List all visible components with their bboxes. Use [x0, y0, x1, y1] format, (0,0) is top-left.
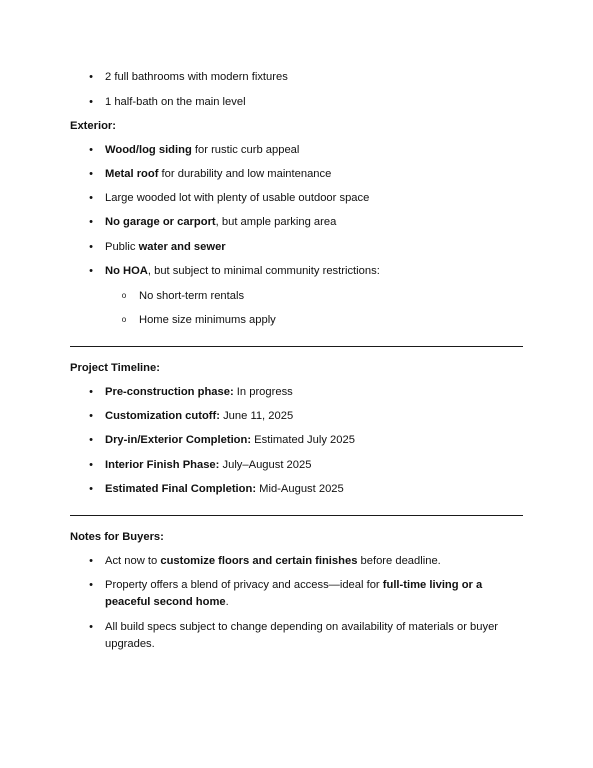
bullet-icon: •	[89, 483, 93, 495]
section-heading-text: Project Timeline:	[70, 362, 160, 374]
body-text: , but ample parking area	[215, 216, 337, 228]
body-text: before deadline.	[357, 555, 441, 567]
body-text: , but subject to minimal community restrictions:	[147, 265, 380, 277]
emphasis-text: Estimated Final Completion:	[105, 483, 257, 495]
bullet-icon: •	[89, 216, 93, 228]
section-divider	[70, 515, 523, 516]
emphasis-text: Customization cutoff:	[105, 410, 220, 422]
body-text: Public	[105, 241, 139, 253]
list-item-text	[105, 433, 355, 447]
list-item-text	[105, 577, 515, 611]
body-text: Mid-August 2025	[256, 483, 344, 495]
list-item-text	[105, 240, 226, 254]
bullet-icon: •	[89, 265, 93, 277]
body-text: July–August 2025	[219, 459, 312, 471]
list-item-text	[105, 458, 311, 472]
section-heading-text: Notes for Buyers:	[70, 531, 164, 543]
body-text: for durability and low maintenance	[158, 168, 332, 180]
emphasis-text: water and sewer	[138, 241, 226, 253]
list-item-text	[105, 167, 331, 181]
list-item-text: Large wooded lot with plenty of usable outdoor space	[105, 192, 370, 204]
body-text: Act now to	[105, 555, 161, 567]
body-text: for rustic curb appeal	[191, 144, 300, 156]
body-text: Property offers a blend of privacy and access—ideal for	[105, 579, 383, 591]
list-item-text	[105, 143, 299, 157]
bullet-icon: •	[89, 579, 93, 591]
emphasis-text: Metal roof	[105, 168, 159, 180]
list-item-text	[105, 482, 344, 496]
list-item-text	[105, 215, 336, 229]
bullet-icon: •	[89, 144, 93, 156]
section-heading-text: Exterior:	[70, 120, 117, 132]
body-text: June 11, 2025	[219, 410, 294, 422]
list-item-text: 1 half-bath on the main level	[105, 96, 246, 108]
circle-bullet-icon: o	[121, 315, 127, 324]
sub-list-item-text: Home size minimums apply	[139, 314, 276, 326]
emphasis-text: Pre-construction phase:	[105, 386, 234, 398]
bullet-icon: •	[89, 192, 93, 204]
body-text: In progress	[233, 386, 293, 398]
emphasis-text: Dry-in/Exterior Completion:	[105, 434, 252, 446]
bullet-icon: •	[89, 386, 93, 398]
bullet-icon: •	[89, 71, 93, 83]
list-item-text	[105, 409, 293, 423]
bullet-icon: •	[89, 621, 93, 633]
list-item-text: All build specs subject to change depending on availability of materials or buyer upgrades.	[105, 621, 499, 650]
emphasis-text: customize floors and certain finishes	[160, 555, 358, 567]
bullet-icon: •	[89, 459, 93, 471]
bullet-icon: •	[89, 96, 93, 108]
emphasis-text: Interior Finish Phase:	[105, 459, 220, 471]
body-text: .	[225, 596, 229, 608]
list-item-text	[105, 385, 293, 399]
bullet-icon: •	[89, 410, 93, 422]
circle-bullet-icon: o	[121, 291, 127, 300]
bullet-icon: •	[89, 168, 93, 180]
emphasis-text: No garage or carport	[105, 216, 216, 228]
sub-list-item-text: No short-term rentals	[139, 290, 245, 302]
bullet-icon: •	[89, 555, 93, 567]
bullet-icon: •	[89, 241, 93, 253]
list-item-text: 2 full bathrooms with modern fixtures	[105, 71, 288, 83]
emphasis-text: No HOA	[105, 265, 148, 277]
emphasis-text: full-time living or a peaceful second home	[105, 579, 483, 608]
body-text: Estimated July 2025	[251, 434, 355, 446]
list-item-text	[105, 264, 380, 278]
bullet-icon: •	[89, 434, 93, 446]
emphasis-text: Wood/log siding	[105, 144, 192, 156]
section-divider	[70, 346, 523, 347]
list-item-text	[105, 554, 441, 568]
